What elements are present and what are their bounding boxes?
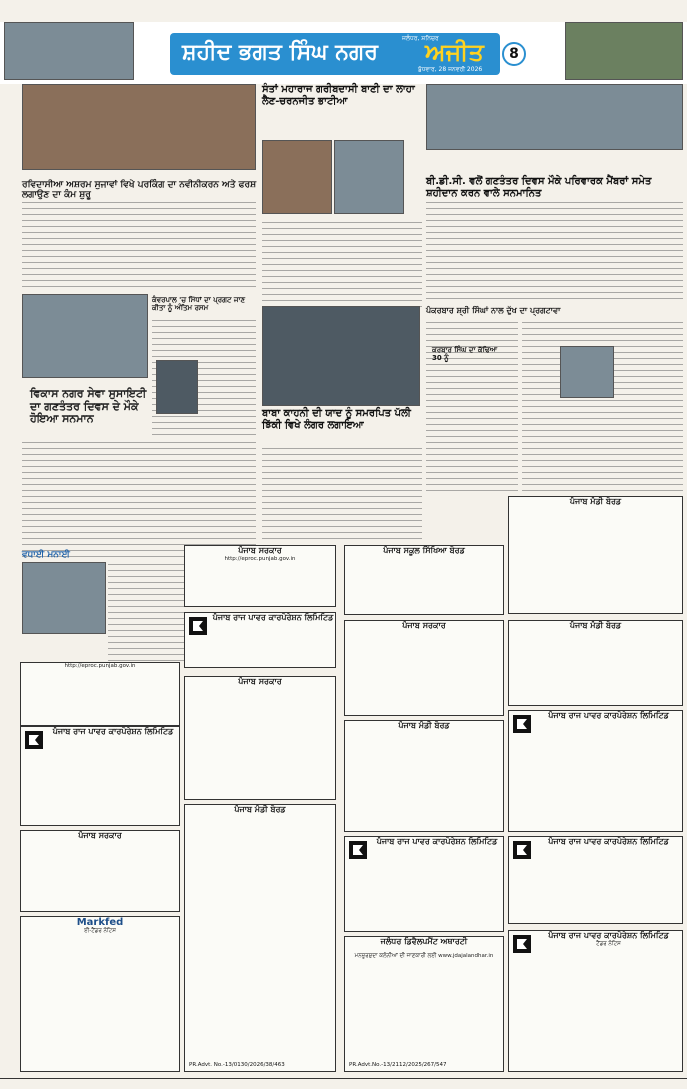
ad-notice-4: [508, 496, 683, 614]
ad-pspcl-5-head: ਪੰਜਾਬ ਰਾਜ ਪਾਵਰ ਕਾਰਪੋਰੇਸ਼ਨ ਲਿਮਿਟਿਡ: [548, 837, 669, 846]
masthead-brand: ਅਜੀਤ: [425, 38, 484, 66]
pspcl-logo-icon-3: [513, 715, 531, 733]
ad-notice-3: [344, 545, 504, 615]
masthead-right-photo: [565, 22, 683, 80]
ad-notice-10: [184, 804, 336, 1072]
ad-tender-sub: ਟੈਂਡਰ ਨੋਟਿਸ: [596, 941, 621, 947]
ad-markfed: [20, 916, 180, 1072]
pspcl-logo-icon: [189, 617, 207, 635]
ad-markfed-head: ਈ-ਟੈਂਡਰ ਨੋਟਿਸ: [84, 928, 116, 934]
story-headline-2: ਸੰਤਾਂ ਮਹਾਰਾਜ ਗਰੀਬਦਾਸੀ ਬਾਣੀ ਦਾ ਲਾਹਾ ਲੈਣ-ਚਰਨਜੀਤ ਭਾਟੀਆ: [262, 84, 415, 107]
story-headline-6: ਪੰਕਰਬਾਰ ਸ਼੍ਰੀ ਸਿੰਘਾਂ ਨਾਲ ਦੁੱਖ ਦਾ ਪ੍ਰਗਟਾਵਾ: [426, 306, 561, 315]
ad-notice-2: [184, 545, 336, 607]
ad-notice-5-head: ਪੰਜਾਬ ਸਰਕਾਰ: [402, 621, 446, 630]
ad-notice-9-head: ਪੰਜਾਬ ਸਰਕਾਰ: [78, 831, 122, 840]
story-headline-8: ਕਰਬਾਰ ਸਿੰਘ ਦਾ ਕੱਢਿਆ 30 ਨੂੰ: [432, 346, 498, 363]
ad-notice-6-head: ਪੰਜਾਬ ਮੰਡੀ ਬੋਰਡ: [569, 621, 622, 630]
story-headline-1: ਰਵਿਦਾਸੀਆ ਅਸ਼ਰਮ ਸੁਜਾਵਾਂ ਵਿਖੇ ਪਰਕਿੰਗ ਦਾ ਨਵੀਨੀਕਰਨ ਅਤੇ ਫਰਸ਼ ਲਗਾਉਣ ਦਾ ਕੰਮ ਸ਼ੁਰੂ: [22, 180, 257, 201]
page-bottom-rule: [0, 1078, 687, 1079]
ad-pspcl-2-head: ਪੰਜਾਬ ਰਾਜ ਪਾਵਰ ਕਾਰਪੋਰੇਸ਼ਨ ਲਿਮਿਟਿਡ: [52, 727, 174, 736]
ad-pspcl-1-head: ਪੰਜਾਬ ਰਾਜ ਪਾਵਰ ਕਾਰਪੋਰੇਸ਼ਨ ਲਿਮਿਟਿਡ: [212, 613, 334, 622]
story-body-3: [426, 200, 683, 304]
ad-notice-10-pr: PR.Advt. No.-13/0130/2026/38/463: [189, 1062, 285, 1068]
story-headline-5: ਬਾਬਾ ਕਾਹਨੀ ਦੀ ਯਾਦ ਨੂੰ ਸਮਰਪਿਤ ਪੱਲੀ ਝਿੱਕੀ ਵਿਖੇ ਲੰਗਰ ਲਗਾਇਆ: [262, 408, 411, 431]
ad-pspcl-4: [344, 836, 504, 932]
story-headline-9: ਕੰਵਰਪਾਲ 'ਚ ਮਿੱਧਾਂ ਦਾ ਪ੍ਰਗਟ ਜਾਣ ਕੀਤਾ ਨੂੰ ਅੰਤਿਮ ਰਸਮ: [152, 296, 246, 313]
masthead-left-photo: [4, 22, 134, 80]
ad-notice-8-head: ਪੰਜਾਬ ਮੰਡੀ ਬੋਰਡ: [398, 721, 450, 730]
pspcl-logo-icon-2: [25, 731, 43, 749]
story-photo-2: [22, 294, 148, 378]
ad-notice-2-head: ਪੰਜਾਬ ਸਰਕਾਰ: [238, 546, 282, 555]
story-photo-group: [22, 84, 256, 170]
portrait-photo-2: [560, 346, 614, 398]
story-body-1: [22, 200, 256, 292]
ad-notice-10-head: ਪੰਜਾਬ ਮੰਡੀ ਬੋਰਡ: [234, 805, 286, 814]
story-body-5: [262, 446, 422, 542]
ad-notice-5: [344, 620, 504, 716]
ad-pspcl-1: [184, 612, 336, 668]
story-headline-4: ਵਿਕਾਸ ਨਗਰ ਸੇਵਾ ਸੁਸਾਇਟੀ ਦਾ ਗਣਤੰਤਰ ਦਿਵਸ ਦੇ ਮੌਕੇ ਹੋਇਆ ਸਨਮਾਨ: [30, 387, 147, 426]
ad-jda-note: ਮਨਜ਼ੂਰਸ਼ੁਦਾ ਕਲੋਨੀਆਂ ਦੀ ਜਾਣਕਾਰੀ ਲਈ www.jdajalandhar.in: [354, 953, 494, 959]
ad-notice-4-head: ਪੰਜਾਬ ਮੰਡੀ ਬੋਰਡ: [569, 497, 622, 506]
ad-notice-7: [184, 676, 336, 800]
pspcl-logo-icon-5: [513, 841, 531, 859]
masthead-subtitle: ਜਲੰਧਰ, ਸ਼ਨਿਚਰ: [402, 35, 439, 42]
ad-tender: [508, 930, 683, 1072]
masthead-title: ਸ਼ਹੀਦ ਭਗਤ ਸਿੰਘ ਨਗਰ: [182, 40, 379, 65]
story-photo-6: [262, 306, 420, 406]
story-photo-5: [334, 140, 404, 214]
ad-jda-pr: PR.Advt.No.-13/2112/2025/267/547: [349, 1062, 447, 1068]
pspcl-logo-icon-4: [349, 841, 367, 859]
ad-pspcl-3-head: ਪੰਜਾਬ ਰਾਜ ਪਾਵਰ ਕਾਰਪੋਰੇਸ਼ਨ ਲਿਮਿਟਿਡ: [548, 711, 669, 720]
ad-tender-head: ਪੰਜਾਬ ਰਾਜ ਪਾਵਰ ਕਾਰਪੋਰੇਸ਼ਨ ਲਿਮਿਟਿਡ: [548, 931, 669, 940]
ad-notice-8: [344, 720, 504, 832]
page-number: 8: [502, 42, 526, 66]
story-photo-3: [22, 562, 106, 634]
ad-jda-head: ਜਲੰਧਰ ਡਿਵੈਲਪਮੈਂਟ ਅਥਾਰਟੀ: [380, 937, 468, 946]
ad-notice-1-text: http://eproc.punjab.gov.in: [64, 663, 136, 669]
ad-pspcl-2: [20, 726, 180, 826]
ad-pspcl-4-head: ਪੰਜਾਬ ਰਾਜ ਪਾਵਰ ਕਾਰਪੋਰੇਸ਼ਨ ਲਿਮਿਟਿਡ: [376, 837, 498, 846]
ad-jda: [344, 936, 504, 1072]
markfed-logo: Markfed: [76, 917, 124, 928]
story-headline-7: ਵਧਾਈ ਮਨਾਈ: [22, 550, 70, 560]
story-headline-3: ਬੀ.ਡੀ.ਸੀ. ਵਲੋਂ ਗਣਤੰਤਰ ਦਿਵਸ ਮੌਕੇ ਪਰਿਵਾਰਕ ਮੈਂਬਰਾਂ ਸਮੇਤ ਸ਼ਹੀਦਾਨ ਕਰਨ ਵਾਲੇ ਸਨਮਾਨਿਤ: [426, 176, 652, 199]
ad-notice-3-head: ਪੰਜਾਬ ਸਕੂਲ ਸਿੱਖਿਆ ਬੋਰਡ: [383, 546, 465, 555]
ad-notice-2-web: http://eproc.punjab.gov.in: [224, 556, 296, 562]
story-photo-4: [262, 140, 332, 214]
ad-notice-9: [20, 830, 180, 912]
ad-pspcl-5: [508, 836, 683, 924]
story-photo-7: [426, 84, 683, 150]
ad-notice-1: [20, 662, 180, 726]
ad-notice-6: [508, 620, 683, 706]
ad-pspcl-3: [508, 710, 683, 832]
ad-notice-7-head: ਪੰਜਾਬ ਸਰਕਾਰ: [238, 677, 282, 686]
portrait-photo: [156, 360, 198, 414]
story-body-2: [262, 220, 422, 308]
story-body-4: [22, 440, 256, 560]
pspcl-logo-icon-6: [513, 935, 531, 953]
masthead-date: ਬੁੱਧਵਾਰ, 28 ਜਨਵਰੀ 2026: [418, 66, 483, 73]
